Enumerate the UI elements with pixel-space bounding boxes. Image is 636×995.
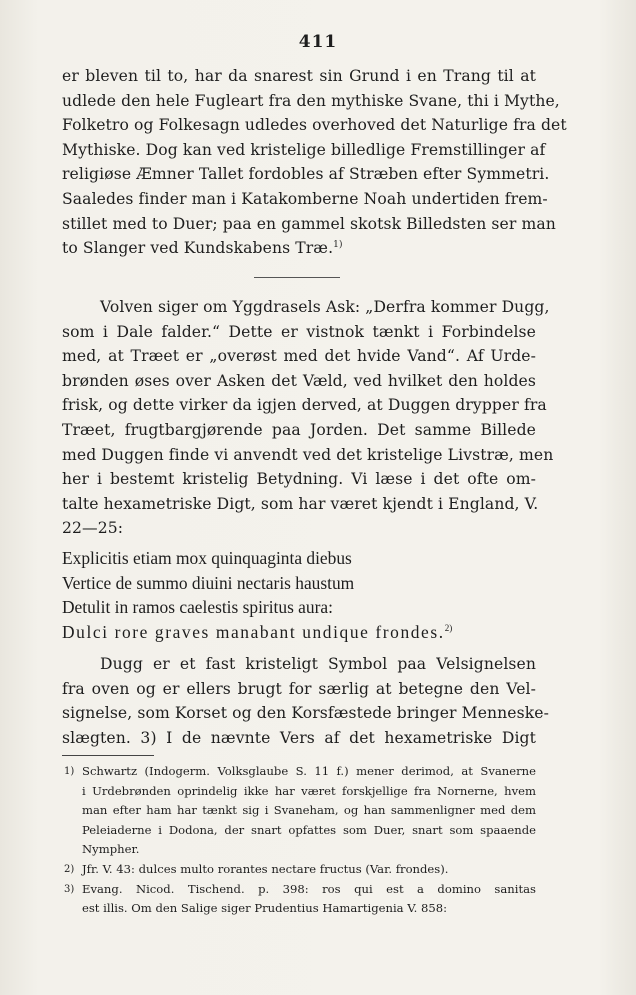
- footnotes: [62, 762, 536, 919]
- text-line: her i bestemt kristelig Betydning. Vi læse i det ofte om-: [62, 470, 536, 489]
- text-line: Træet, frugtbargjørende paa Jorden. Det samme Billede: [62, 420, 536, 439]
- text-line: signelse, som Korset og den Korsfæstede bringer Menneske-: [62, 704, 549, 723]
- text-line: som i Dale falder.“ Dette er vistnok tænkt i Forbindelse: [62, 322, 536, 341]
- text-line: slægten. 3) I de nævnte Vers af det hexametriske Digt: [62, 728, 536, 747]
- footnote-line: Jfr. V. 43: dulces multo rorantes nectare fructus (Var. frondes).: [82, 861, 449, 876]
- text-line: religiøse Æmner Tallet fordobles af Stræben efter Symmetri.: [62, 165, 550, 184]
- latin-verse-quotation: [62, 546, 542, 644]
- text-line: stillet med to Duer; paa en gammel skotsk Billedsten ser man: [62, 214, 556, 233]
- text-line: Volven siger om Yggdrasels Ask: „Derfra kommer Dugg,: [100, 298, 550, 316]
- footnote-line: est illis. Om den Salige siger Prudentius Hamartigenia V. 858:: [82, 901, 448, 916]
- text-line: talte hexametriske Digt, som har været kjendt i England, V.: [62, 494, 539, 513]
- footnote-line: Schwartz (Indogerm. Volksglaube S. 11 f.) mener derimod, at Svanerne: [82, 764, 536, 778]
- section-divider: [254, 277, 340, 278]
- text-line: Mythiske. Dog kan ved kristelige billedlige Fremstillinger af: [62, 140, 546, 159]
- footnote-reference: 2): [444, 622, 453, 633]
- text-line-with-note: [62, 236, 536, 261]
- text-line: med, at Træet er „overøst med det hvide Vand“. Af Urde-: [62, 347, 536, 366]
- verse-line: Detulit in ramos caelestis spiritus aura:: [62, 597, 333, 618]
- footnote-2: [62, 860, 536, 880]
- text-line: fra oven og er ellers brugt for særlig at betegne den Vel-: [62, 679, 536, 698]
- footnote-divider: [62, 755, 154, 756]
- text-line: udlede den hele Fugleart fra den mythiske Svane, thi i Mythe,: [62, 91, 560, 110]
- footnote-mark: 3): [64, 883, 75, 895]
- text-line: Folketro og Folkesagn udledes overhoved det Naturlige fra det: [62, 116, 567, 135]
- footnote-line: i Urdebrønden oprindelig ikke har været forskjellige fra Nornerne, hvem: [82, 783, 536, 798]
- paragraph-dew-symbol: [62, 652, 549, 750]
- text-line: 22—25:: [62, 519, 124, 538]
- footnote-1: [62, 762, 536, 860]
- footnote-line: Evang. Nicod. Tischend. p. 398: ros qui est a domino sanitas: [82, 881, 536, 896]
- verse-line-with-note: [62, 620, 542, 645]
- page-number: 411: [298, 32, 338, 52]
- verse-line: Dulci rore graves manabant undique frondes.: [62, 621, 445, 642]
- footnote-3: [62, 880, 536, 919]
- text-line: er bleven til to, har da snarest sin Grund i en Trang til at: [62, 67, 536, 85]
- footnote-mark: 2): [64, 863, 75, 875]
- verse-line: Explicitis etiam mox quinquaginta diebus: [62, 548, 352, 568]
- footnote-mark: 1): [64, 766, 75, 777]
- text-line: to Slanger ved Kundskabens Træ.: [62, 239, 334, 258]
- footnote-line: man efter ham har tænkt sig i Svaneham, og han sammenligner med dem: [82, 803, 536, 818]
- verse-line: Vertice de summo diuini nectaris haustum: [62, 572, 355, 593]
- paragraph-yggdrasil-dew: [62, 295, 554, 541]
- paragraph-swan-symbolism: [62, 64, 567, 261]
- footnote-line: Nympher.: [82, 842, 140, 857]
- text-line: brønden øses over Asken det Væld, ved hvilket den holdes: [62, 371, 536, 390]
- text-line: Dugg er et fast kristeligt Symbol paa Velsignelsen: [100, 655, 536, 673]
- footnote-reference: 1): [333, 239, 343, 250]
- footnote-line: Peleiaderne i Dodona, der snart opfattes som Duer, snart som spaaende: [82, 822, 536, 837]
- text-line: frisk, og dette virker da igjen derved, at Duggen drypper fra: [62, 396, 547, 415]
- text-line: med Duggen finde vi anvendt ved det kristelige Livstræ, men: [62, 445, 554, 464]
- text-line: Saaledes finder man i Katakomberne Noah undertiden frem-: [62, 189, 548, 208]
